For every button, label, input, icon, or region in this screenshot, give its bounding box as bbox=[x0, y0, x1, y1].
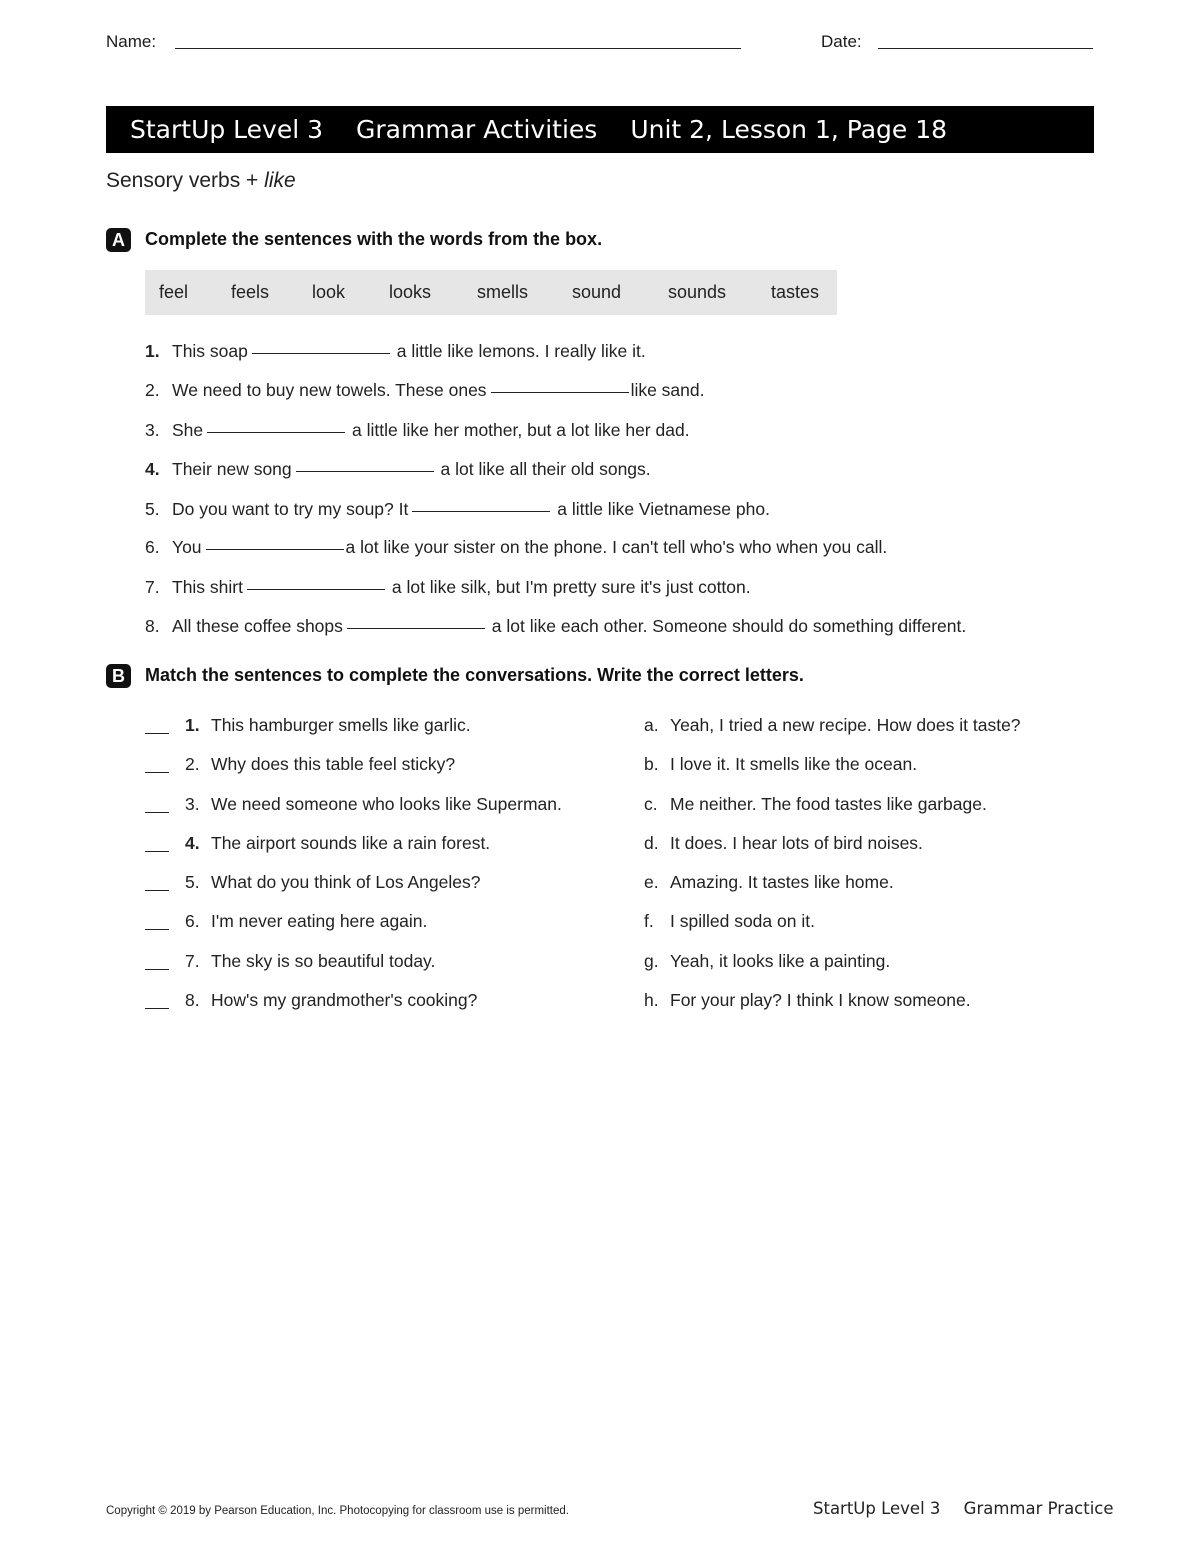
match-answer-blank[interactable] bbox=[145, 890, 169, 891]
match-right-item: h. For your play? I think I know someone. bbox=[644, 990, 971, 1010]
name-field[interactable] bbox=[175, 48, 741, 49]
word-box-item: feel bbox=[159, 282, 189, 302]
exercise-a-item: 7. This shirt a lot like silk, but I'm pretty sure it's just cotton. bbox=[145, 577, 751, 597]
match-answer-blank[interactable] bbox=[145, 969, 169, 970]
exercise-a-item: 4. Their new song a lot like all their old songs. bbox=[145, 459, 651, 479]
exercise-a-item: 1. This soap a little like lemons. I really like it. bbox=[145, 341, 646, 361]
word-box-item: sound bbox=[572, 282, 622, 302]
word-box-item: smells bbox=[477, 282, 529, 302]
section-b-instruction: Match the sentences to complete the conversations. Write the correct letters. bbox=[145, 665, 804, 685]
exercise-a-item: 3. She a little like her mother, but a lot like her dad. bbox=[145, 420, 690, 440]
match-right-item: a. Yeah, I tried a new recipe. How does it taste? bbox=[644, 715, 1021, 735]
match-left-item: 7. The sky is so beautiful today. bbox=[185, 951, 436, 971]
match-answer-blank[interactable] bbox=[145, 733, 169, 734]
banner-activity: Grammar Activities bbox=[356, 115, 598, 144]
exercise-a-item: 5. Do you want to try my soup? It a little like Vietnamese pho. bbox=[145, 499, 770, 519]
word-box-item: look bbox=[312, 282, 346, 302]
match-left-item: 3. We need someone who looks like Superman. bbox=[185, 794, 562, 814]
match-answer-blank[interactable] bbox=[145, 772, 169, 773]
answer-blank[interactable] bbox=[207, 431, 345, 433]
answer-blank[interactable] bbox=[252, 352, 390, 354]
match-left-item: 2. Why does this table feel sticky? bbox=[185, 754, 456, 774]
match-right-item: c. Me neither. The food tastes like garbage. bbox=[644, 794, 987, 814]
footer-title bbox=[813, 1499, 1114, 1518]
date-field[interactable] bbox=[878, 48, 1093, 49]
exercise-a-item: 6. You a lot like your sister on the phone. I can't tell who's who when you call. bbox=[145, 537, 888, 557]
title-banner bbox=[106, 106, 1094, 153]
match-answer-blank[interactable] bbox=[145, 812, 169, 813]
match-left-item: 8. How's my grandmother's cooking? bbox=[185, 990, 478, 1010]
word-box-item: tastes bbox=[771, 282, 820, 302]
answer-blank[interactable] bbox=[296, 470, 434, 472]
match-right-item: g. Yeah, it looks like a painting. bbox=[644, 951, 891, 971]
word-box-item: feels bbox=[231, 282, 270, 302]
lesson-subtitle bbox=[106, 169, 296, 193]
date-label: Date: bbox=[821, 32, 862, 51]
match-left-item: 6. I'm never eating here again. bbox=[185, 911, 428, 931]
match-right-item: d. It does. I hear lots of bird noises. bbox=[644, 833, 923, 853]
match-answer-blank[interactable] bbox=[145, 1008, 169, 1009]
match-right-item: f. I spilled soda on it. bbox=[644, 911, 815, 931]
footer-level: StartUp Level 3 bbox=[813, 1499, 941, 1518]
banner-unit: Unit 2, Lesson 1, Page 18 bbox=[630, 115, 948, 144]
banner-level: StartUp Level 3 bbox=[130, 115, 324, 144]
answer-blank[interactable] bbox=[347, 627, 485, 629]
copyright-notice: Copyright © 2019 by Pearson Education, Inc. Photocopying for classroom use is permitted. bbox=[106, 1505, 569, 1517]
subtitle-text: Sensory verbs + bbox=[106, 169, 259, 192]
match-left-item: 4. The airport sounds like a rain forest. bbox=[185, 833, 491, 853]
section-a-instruction: Complete the sentences with the words from the box. bbox=[145, 229, 603, 249]
match-left-item: 5. What do you think of Los Angeles? bbox=[185, 872, 481, 892]
word-box-item: looks bbox=[389, 282, 432, 302]
name-label: Name: bbox=[106, 32, 157, 51]
footer-practice: Grammar Practice bbox=[963, 1499, 1114, 1518]
match-answer-blank[interactable] bbox=[145, 851, 169, 852]
match-right-item: e. Amazing. It tastes like home. bbox=[644, 872, 894, 892]
exercise-a-item: 8. All these coffee shops a lot like each other. Someone should do something different. bbox=[145, 616, 967, 636]
exercise-a-item: 2. We need to buy new towels. These ones like sand. bbox=[145, 380, 705, 400]
word-box-item: sounds bbox=[668, 282, 727, 302]
answer-blank[interactable] bbox=[412, 510, 550, 512]
section-b-badge: B bbox=[106, 664, 131, 688]
match-right-item: b. I love it. It smells like the ocean. bbox=[644, 754, 918, 774]
answer-blank[interactable] bbox=[247, 588, 385, 590]
answer-blank[interactable] bbox=[206, 548, 344, 550]
answer-blank[interactable] bbox=[491, 391, 629, 393]
word-box bbox=[145, 270, 837, 315]
match-answer-blank[interactable] bbox=[145, 929, 169, 930]
section-a-badge: A bbox=[106, 228, 131, 252]
match-left-item: 1. This hamburger smells like garlic. bbox=[185, 715, 471, 735]
subtitle-italic: like bbox=[264, 169, 296, 192]
